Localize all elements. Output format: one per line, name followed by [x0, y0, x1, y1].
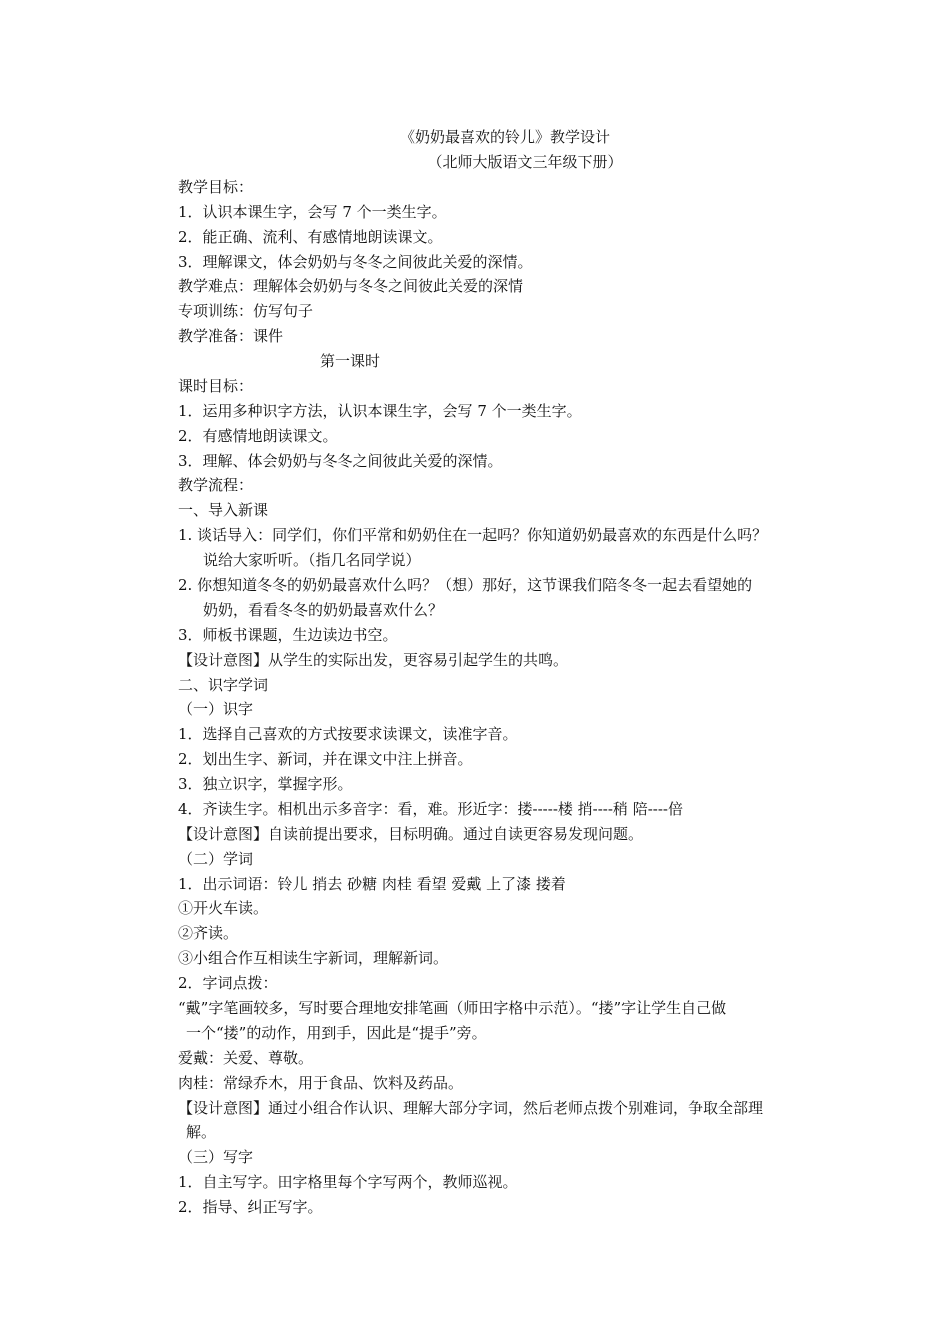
text-line: 专项训练：仿写句子 [178, 302, 314, 320]
subsection-heading: （二）学词 [178, 850, 254, 868]
text-line: 2．字词点拨： [178, 974, 278, 992]
text-line: 2．有感情地朗读课文。 [178, 427, 338, 445]
section-heading: 二、识字学词 [178, 676, 269, 694]
text-line: 奶奶，看看冬冬的奶奶最喜欢什么？ [203, 601, 444, 619]
text-line: “戴”字笔画较多，写时要合理地安排笔画（师田字格中示范）。“搂”字让学生自己做 [178, 999, 727, 1017]
text-line: 解。 [186, 1123, 217, 1141]
text-line: 1．选择自己喜欢的方式按要求读课文，读准字音。 [178, 725, 518, 743]
text-line: 教学难点：理解体会奶奶与冬冬之间彼此关爱的深情 [178, 277, 524, 295]
design-intent: 【设计意图】自读前提出要求，目标明确。通过自读更容易发现问题。 [178, 825, 644, 843]
text-line: 说给大家听听。（指几名同学说） [203, 551, 421, 569]
section-heading: 一、导入新课 [178, 501, 269, 519]
doc-subtitle: （北师大版语文三年级下册） [427, 153, 623, 171]
doc-title: 《奶奶最喜欢的铃儿》教学设计 [399, 128, 610, 146]
text-line: 4．齐读生字。相机出示多音字：看，难。形近字：搂-----楼 捎----稍 陪----倍 [178, 800, 683, 818]
text-line: ①开火车读。 [178, 899, 269, 917]
subsection-heading: （一）识字 [178, 700, 254, 718]
text-line: 3．理解、体会奶奶与冬冬之间彼此关爱的深情。 [178, 452, 503, 470]
section-heading: 教学目标： [178, 178, 254, 196]
text-line: 1．认识本课生字，会写 7 个一类生字。 [178, 203, 447, 221]
text-line: 1．自主写字。田字格里每个字写两个，教师巡视。 [178, 1173, 518, 1191]
text-line: 1．出示词语：铃儿 捎去 砂糖 肉桂 看望 爱戴 上了漆 搂着 [178, 875, 566, 893]
design-intent: 【设计意图】通过小组合作认识、理解大部分字词，然后老师点拨个别难词，争取全部理 [178, 1099, 764, 1117]
section-heading: 课时目标： [178, 377, 254, 395]
text-line: 2．指导、纠正写字。 [178, 1198, 323, 1216]
text-line: ③小组合作互相读生字新词，理解新词。 [178, 949, 449, 967]
text-line: 3．理解课文，体会奶奶与冬冬之间彼此关爱的深情。 [178, 253, 533, 271]
design-intent: 【设计意图】从学生的实际出发，更容易引起学生的共鸣。 [178, 651, 569, 669]
text-line: 2. 你想知道冬冬的奶奶最喜欢什么吗？（想）那好，这节课我们陪冬冬一起去看望她的 [178, 576, 753, 594]
text-line: 教学准备：课件 [178, 327, 284, 345]
text-line: 3．师板书课题，生边读边书空。 [178, 626, 398, 644]
subsection-heading: （三）写字 [178, 1148, 254, 1166]
text-line: 1. 谈话导入：同学们，你们平常和奶奶住在一起吗？你知道奶奶最喜欢的东西是什么吗？ [178, 526, 768, 544]
text-line: ②齐读。 [178, 924, 239, 942]
text-line: 1．运用多种识字方法，认识本课生字，会写 7 个一类生字。 [178, 402, 582, 420]
text-line: 一个“搂”的动作，用到手，因此是“提手”旁。 [186, 1024, 487, 1042]
text-line: 2．划出生字、新词，并在课文中注上拼音。 [178, 750, 473, 768]
section-heading: 教学流程： [178, 476, 254, 494]
text-line: 爱戴：关爱、尊敬。 [178, 1049, 314, 1067]
text-line: 2．能正确、流利、有感情地朗读课文。 [178, 228, 443, 246]
text-line: 3．独立识字，掌握字形。 [178, 775, 353, 793]
lesson-heading: 第一课时 [320, 352, 381, 370]
text-line: 肉桂：常绿乔木，用于食品、饮料及药品。 [178, 1074, 464, 1092]
